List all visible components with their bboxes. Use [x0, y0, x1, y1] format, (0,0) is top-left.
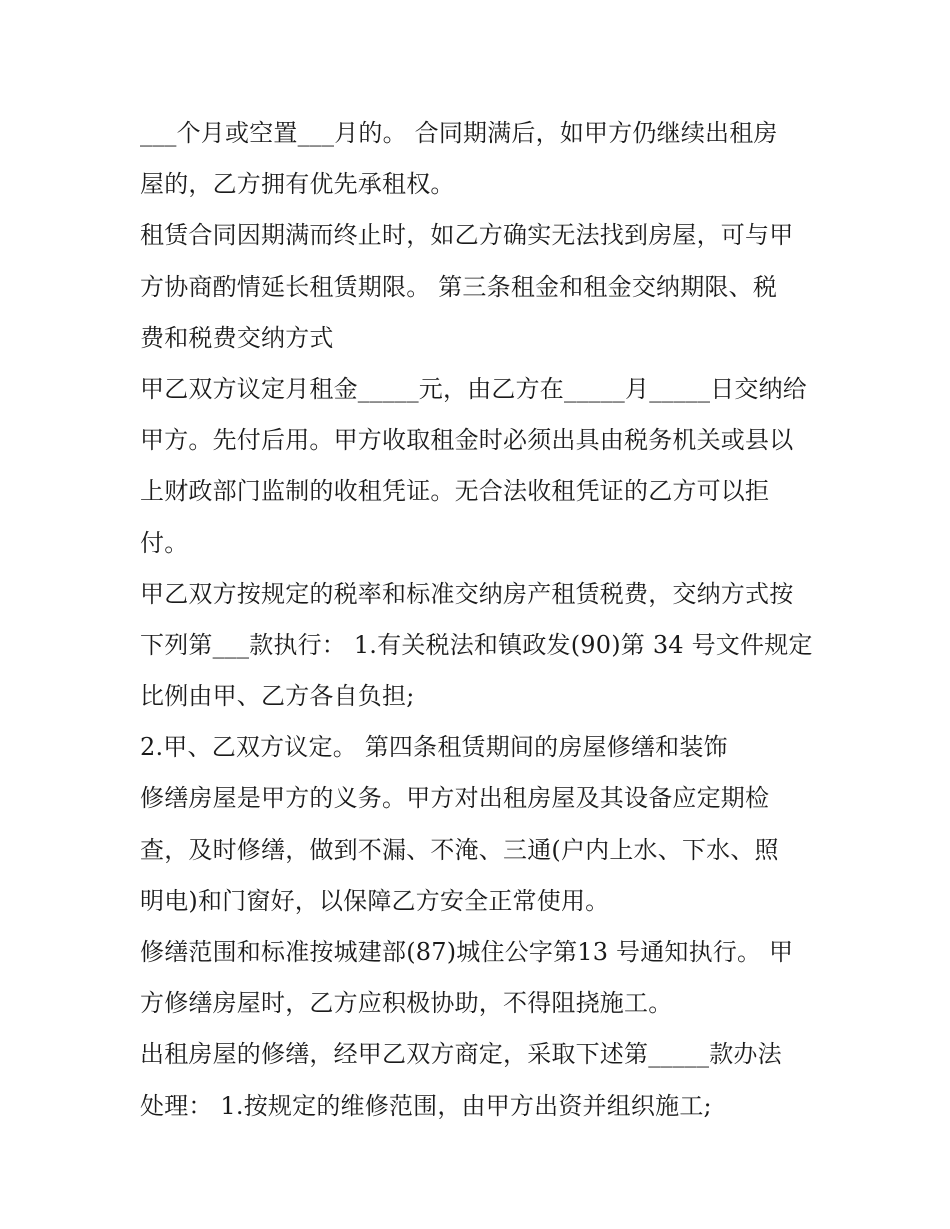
- text-line: 修缮房屋是甲方的义务。甲方对出租房屋及其设备应定期检: [140, 784, 770, 813]
- text-line: 查，及时修缮，做到不漏、不淹、三通(户内上水、下水、照: [140, 835, 779, 864]
- text-line: 明电)和门窗好，以保障乙方安全正常使用。: [140, 886, 610, 915]
- text-line: 比例由甲、乙方各自负担;: [140, 682, 415, 711]
- text-line: 租赁合同因期满而终止时，如乙方确实无法找到房屋，可与甲: [140, 221, 794, 250]
- text-line: 下列第___款执行： 1.有关税法和镇政发(90)第 34 号文件规定: [140, 630, 813, 659]
- text-line: ___个月或空置___月的。 合同期满后，如甲方仍继续出租房: [140, 119, 778, 147]
- text-line: 修缮范围和标准按城建部(87)城住公字第13 号通知执行。 甲: [140, 938, 794, 966]
- text-line: 甲乙双方议定月租金_____元，由乙方在_____月_____日交纳给: [140, 374, 807, 403]
- text-line: 甲乙双方按规定的税率和标准交纳房产租赁税费，交纳方式按: [140, 579, 794, 608]
- text-line: 出租房屋的修缮，经甲乙双方商定，采取下述第_____款办法: [140, 1040, 782, 1069]
- text-line: 屋的，乙方拥有优先承租权。: [140, 170, 455, 199]
- text-line: 方修缮房屋时，乙方应积极协助，不得阻挠施工。: [140, 989, 673, 1018]
- text-line: 甲方。先付后用。甲方收取租金时必须出具由税务机关或县以: [140, 426, 794, 455]
- text-line: 处理： 1.按规定的维修范围，由甲方出资并组织施工;: [140, 1091, 712, 1120]
- document-body: [140, 108, 820, 1132]
- text-line: 上财政部门监制的收租凭证。无合法收租凭证的乙方可以拒: [140, 477, 770, 506]
- text-line: 2.甲、乙双方议定。 第四条租赁期间的房屋修缮和装饰: [140, 733, 728, 762]
- text-line: 费和税费交纳方式: [140, 323, 334, 352]
- text-line: 付。: [140, 528, 189, 557]
- text-line: 方协商酌情延长租赁期限。 第三条租金和租金交纳期限、税: [140, 272, 778, 301]
